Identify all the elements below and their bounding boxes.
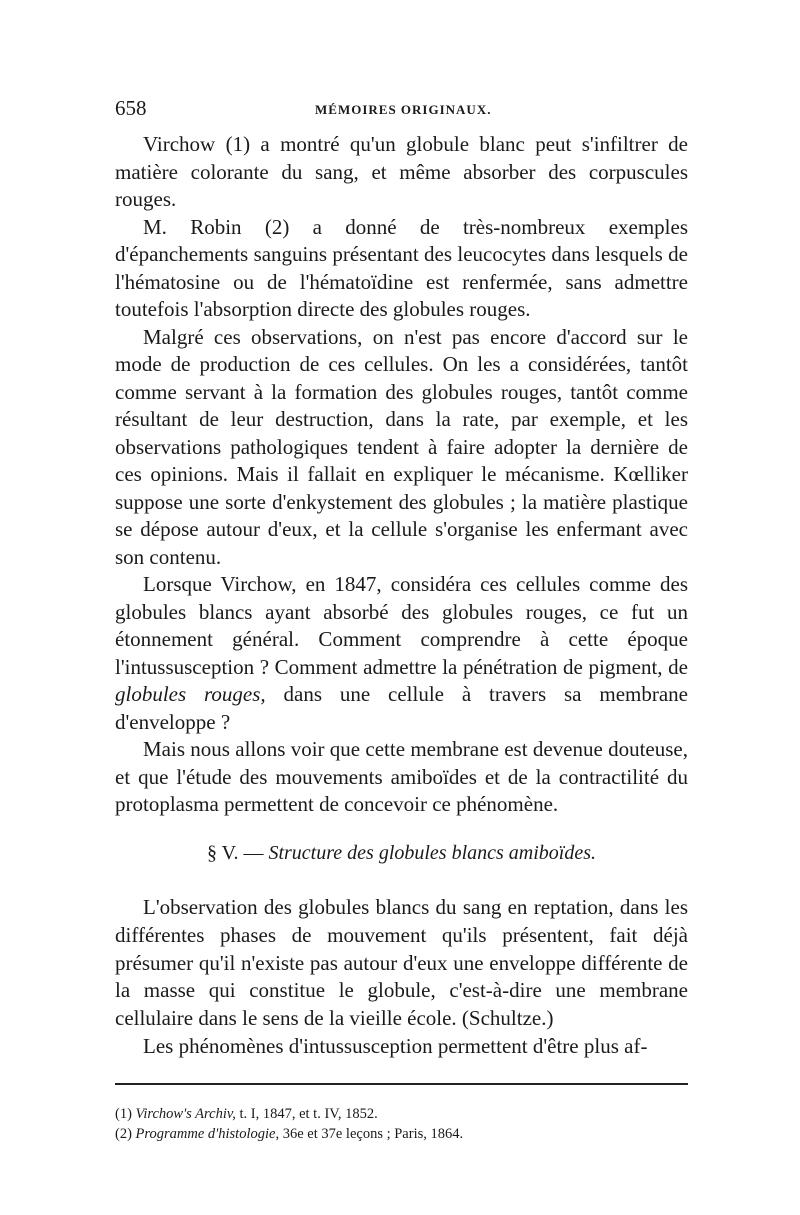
footnote-source: Virchow's Archiv, bbox=[135, 1106, 236, 1122]
paragraph: Les phénomènes d'intussusception permettent d'être plus af- bbox=[143, 1033, 648, 1058]
paragraph: Mais nous allons voir que cette membrane est devenue douteuse, et que l'étude des mouvements amiboïdes et de la contractilité du protoplasma permettent de concevoir ce phénomène. bbox=[115, 737, 688, 816]
paragraph: Malgré ces observations, on n'est pas encore d'accord sur le mode de production de ces cellules. On les a considérées, tantôt comme servant à la formation des globules rouges, tantôt comme résultant de leur destruction, dans la rate, par exemple, et les observations pathologiques tendent à faire adopter la dernière de ces opinions. Mais il fallait en expliquer le mécanisme. Kœlliker suppose une sorte d'enkystement des globules ; la matière plastique se dépose autour d'eux, et la cellule s'organise les enfermant avec son contenu. bbox=[115, 324, 688, 569]
text-run: Lorsque Virchow, en 1847, considéra ces cellules comme des globules blancs ayant absorbé des globules rouges, ce fut un étonnement général. Comment comprendre à cette époque l'intussusception ? Comment admettre la pénétration de pigment, de bbox=[115, 572, 688, 679]
paragraph: L'observation des globules blancs du sang en reptation, dans les différentes phases de mouvement qu'ils présentent, fait déjà présumer qu'il n'existe pas autour d'eux une enveloppe différente de la masse qui constitue le globule, c'est-à-dire une membrane cellulaire dans le sens de la vieille école. (Schultze.) bbox=[115, 895, 688, 1031]
footnote bbox=[115, 1124, 688, 1144]
body-text bbox=[115, 131, 688, 819]
footnote-source: Programme d'histologie, bbox=[135, 1126, 280, 1142]
page-number: 658 bbox=[115, 96, 147, 120]
paragraph: Virchow (1) a montré qu'un globule blanc peut s'infiltrer de matière colorante du sang, et même absorber des corpuscules rouges. bbox=[115, 132, 688, 211]
footnote-divider bbox=[115, 1083, 688, 1085]
section-number: § V. — bbox=[206, 842, 264, 864]
section-title: Structure des globules blancs amiboïdes. bbox=[268, 842, 597, 864]
footnote-marker: (2) bbox=[115, 1126, 132, 1142]
italic-text: globules rouges, bbox=[115, 682, 266, 706]
footnote bbox=[115, 1104, 688, 1124]
text-run: dans une cellule à travers sa membrane d'enveloppe ? bbox=[115, 682, 688, 734]
footnotes bbox=[115, 1104, 688, 1144]
running-title: MÉMOIRES ORIGINAUX. bbox=[315, 102, 492, 117]
paragraph bbox=[115, 571, 688, 736]
section-body-text bbox=[115, 894, 688, 1061]
footnote-text: 36e et 37e leçons ; Paris, 1864. bbox=[279, 1126, 464, 1142]
page-header bbox=[115, 96, 688, 126]
footnote-marker: (1) bbox=[115, 1106, 132, 1122]
section-heading bbox=[115, 842, 688, 865]
paragraph: M. Robin (2) a donné de très-nombreux exemples d'épanchements sanguins présentant des leucocytes dans lesquels de l'hématosine ou de l'hématoïdine est renfermée, sans admettre toutefois l'absorption directe des globules rouges. bbox=[115, 214, 688, 321]
footnote-text: t. I, 1847, et t. IV, 1852. bbox=[235, 1106, 378, 1122]
